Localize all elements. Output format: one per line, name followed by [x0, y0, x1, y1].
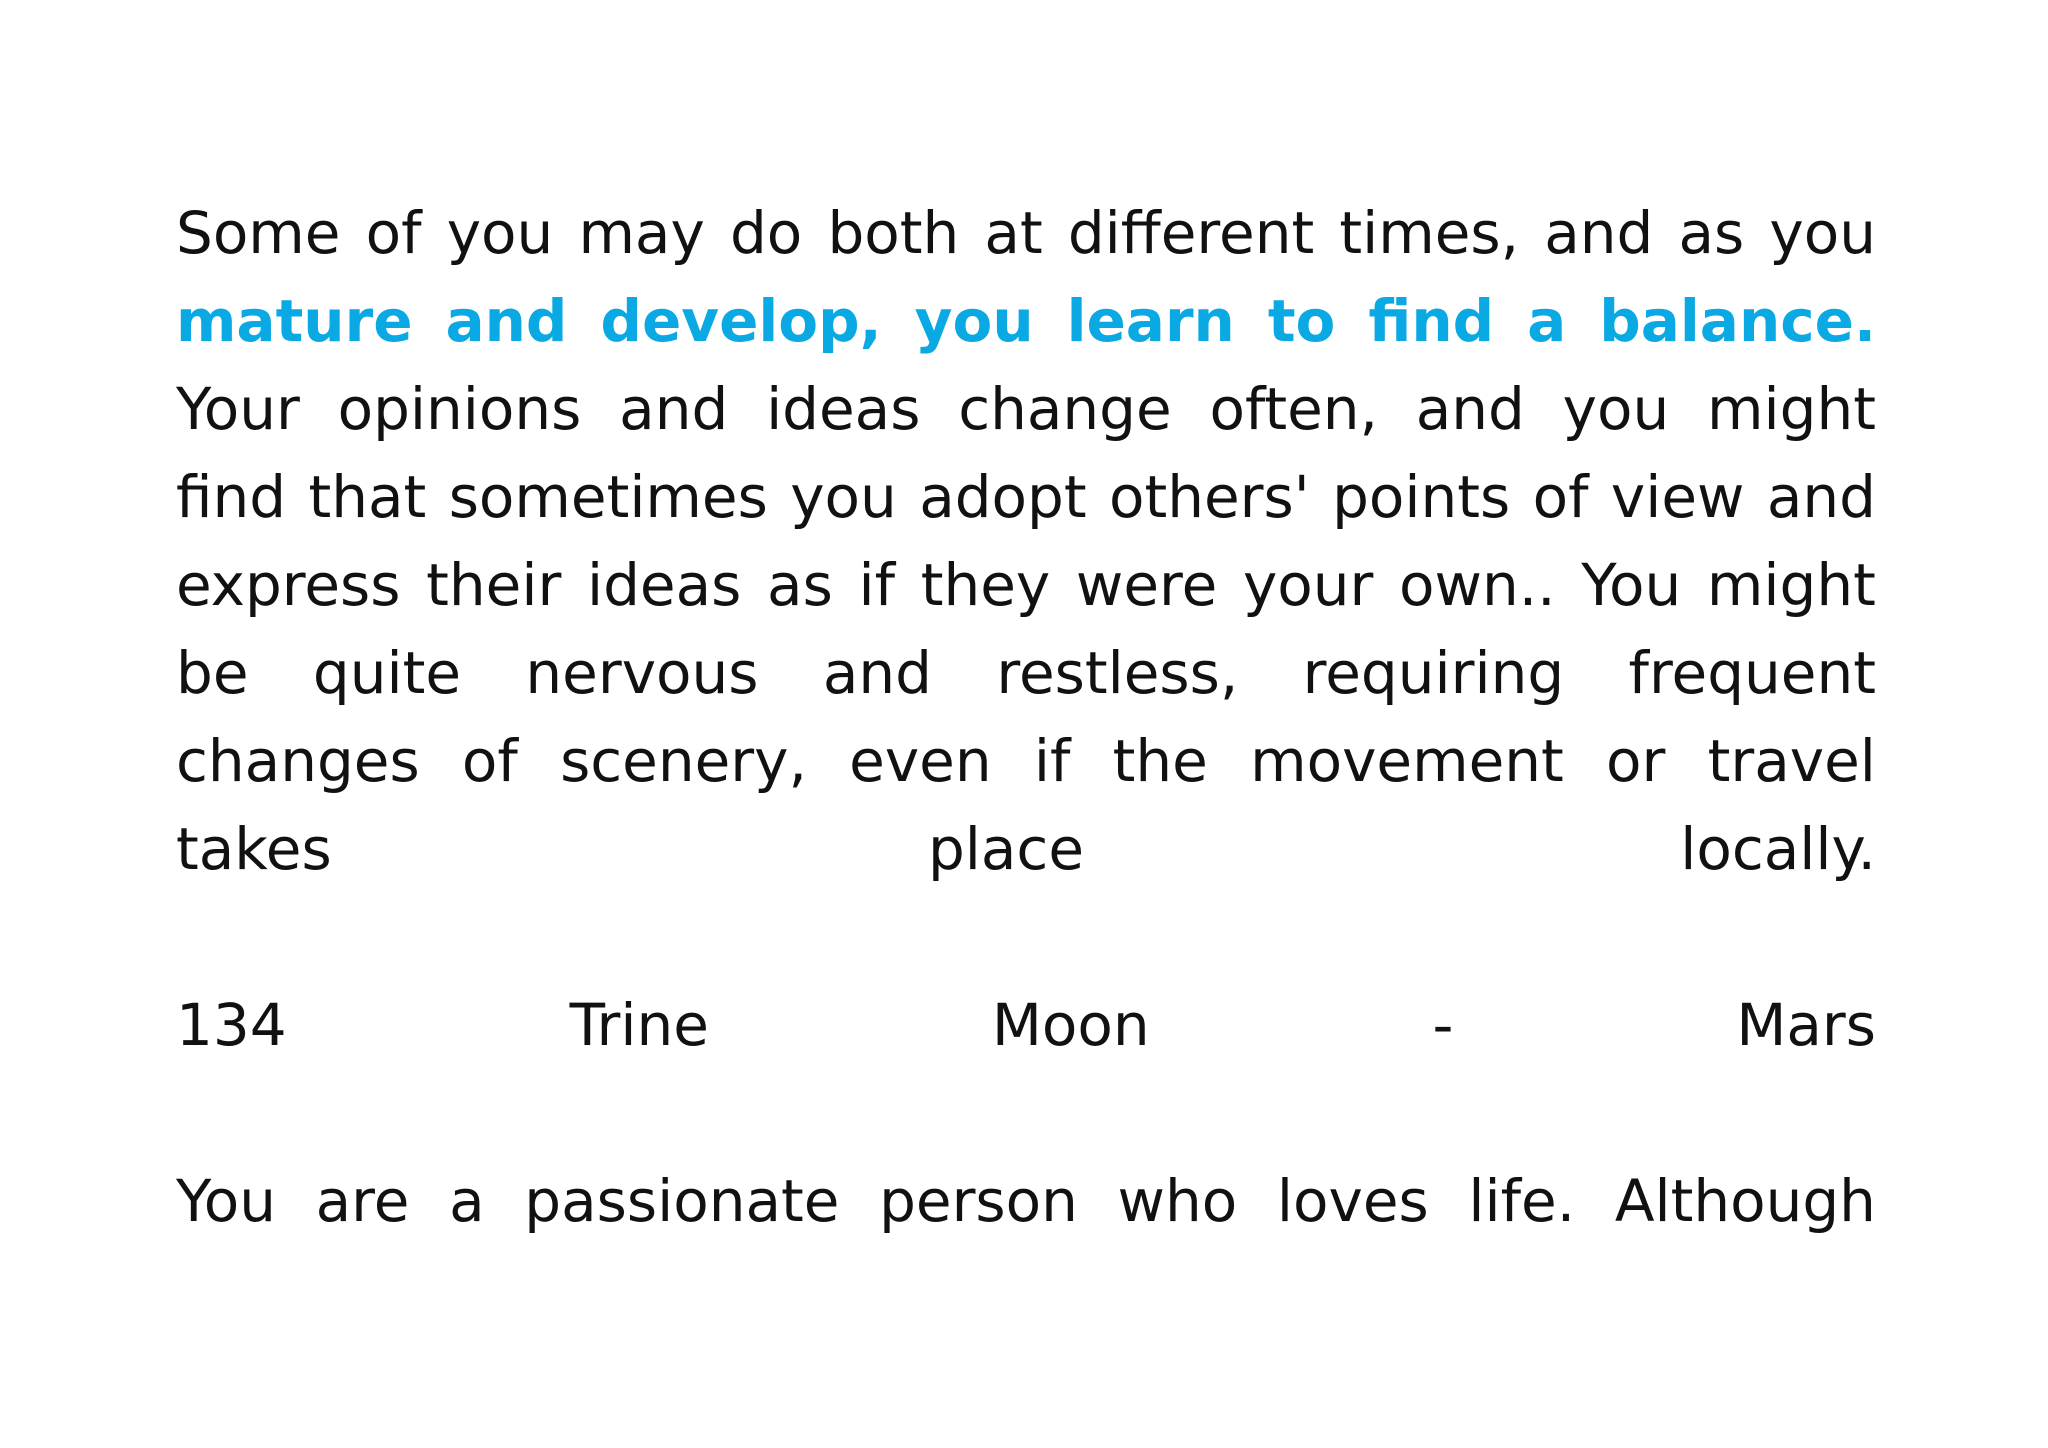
paragraph-line — [176, 805, 1876, 893]
word: changes — [176, 727, 420, 795]
word: Mars — [1736, 991, 1876, 1059]
word: learn — [1066, 287, 1235, 355]
paragraph-line — [176, 541, 1876, 629]
word: frequent — [1628, 639, 1876, 707]
word: Some — [176, 199, 341, 267]
word: times, — [1339, 199, 1520, 267]
word: own.. — [1399, 551, 1556, 619]
word: change — [958, 375, 1172, 443]
word: a — [449, 1167, 485, 1235]
paragraph-line — [176, 277, 1876, 365]
word: you — [1769, 199, 1876, 267]
word: loves — [1276, 1167, 1429, 1235]
word: you — [790, 463, 897, 531]
word: if — [1033, 727, 1071, 795]
word: at — [984, 199, 1043, 267]
paragraph-2 — [176, 1157, 1876, 1245]
word: find — [1368, 287, 1495, 355]
word: You — [1581, 551, 1682, 619]
word: view — [1610, 463, 1745, 531]
word: and — [1415, 375, 1525, 443]
word: place — [927, 815, 1084, 883]
word: you — [1562, 375, 1670, 443]
word: or — [1606, 727, 1666, 795]
word: might — [1706, 551, 1876, 619]
word: to — [1267, 287, 1336, 355]
word: that — [308, 463, 427, 531]
word: may — [578, 199, 705, 267]
word: were — [1075, 551, 1218, 619]
word: of — [365, 199, 422, 267]
word: of — [1532, 463, 1589, 531]
word: you — [446, 199, 554, 267]
word: might — [1707, 375, 1876, 443]
word: nervous — [525, 639, 759, 707]
word: points — [1332, 463, 1511, 531]
word: express — [176, 551, 401, 619]
word: balance. — [1599, 287, 1876, 355]
word: be — [176, 639, 249, 707]
word: often, — [1209, 375, 1378, 443]
word: - — [1432, 991, 1454, 1059]
word: their — [426, 551, 562, 619]
word: as — [767, 551, 833, 619]
paragraph-line — [176, 453, 1876, 541]
paragraph-line — [176, 365, 1876, 453]
word: You — [176, 1167, 276, 1235]
word: ideas — [587, 551, 742, 619]
word: person — [879, 1167, 1078, 1235]
word: and — [822, 639, 932, 707]
word: are — [315, 1167, 410, 1235]
word: Trine — [569, 991, 709, 1059]
paragraph-line — [176, 629, 1876, 717]
word: both — [827, 199, 960, 267]
word: requiring — [1302, 639, 1565, 707]
word: a — [1527, 287, 1567, 355]
word: find — [176, 463, 287, 531]
word: ideas — [766, 375, 921, 443]
word: develop, — [600, 287, 882, 355]
word: sometimes — [448, 463, 768, 531]
word: passionate — [524, 1167, 840, 1235]
paragraph-line — [176, 1157, 1876, 1245]
word: Moon — [991, 991, 1150, 1059]
word: quite — [312, 639, 462, 707]
word: your — [1242, 551, 1374, 619]
word: even — [849, 727, 992, 795]
word: do — [729, 199, 803, 267]
word: and — [445, 287, 568, 355]
word: they — [920, 551, 1051, 619]
word: mature — [176, 287, 413, 355]
word: and — [1766, 463, 1876, 531]
paragraph-line — [176, 717, 1876, 805]
word: and — [1544, 199, 1654, 267]
word: who — [1117, 1167, 1238, 1235]
word: life. — [1468, 1167, 1576, 1235]
word: as — [1678, 199, 1745, 267]
paragraph-1 — [176, 189, 1876, 893]
section-heading — [176, 981, 1876, 1069]
paragraph-line — [176, 189, 1876, 277]
word: others' — [1109, 463, 1310, 531]
word: locally. — [1680, 815, 1876, 883]
word: scenery, — [560, 727, 807, 795]
word: if — [858, 551, 896, 619]
word: Your — [176, 375, 300, 443]
word: you — [914, 287, 1034, 355]
word: travel — [1707, 727, 1876, 795]
word: Although — [1614, 1167, 1876, 1235]
word: movement — [1250, 727, 1564, 795]
word: of — [461, 727, 518, 795]
section-heading-line — [176, 981, 1876, 1069]
word: adopt — [919, 463, 1087, 531]
word: the — [1112, 727, 1208, 795]
word: and — [619, 375, 729, 443]
word: takes — [176, 815, 332, 883]
word: different — [1067, 199, 1315, 267]
word: opinions — [337, 375, 582, 443]
word: restless, — [996, 639, 1239, 707]
word: 134 — [176, 991, 287, 1059]
